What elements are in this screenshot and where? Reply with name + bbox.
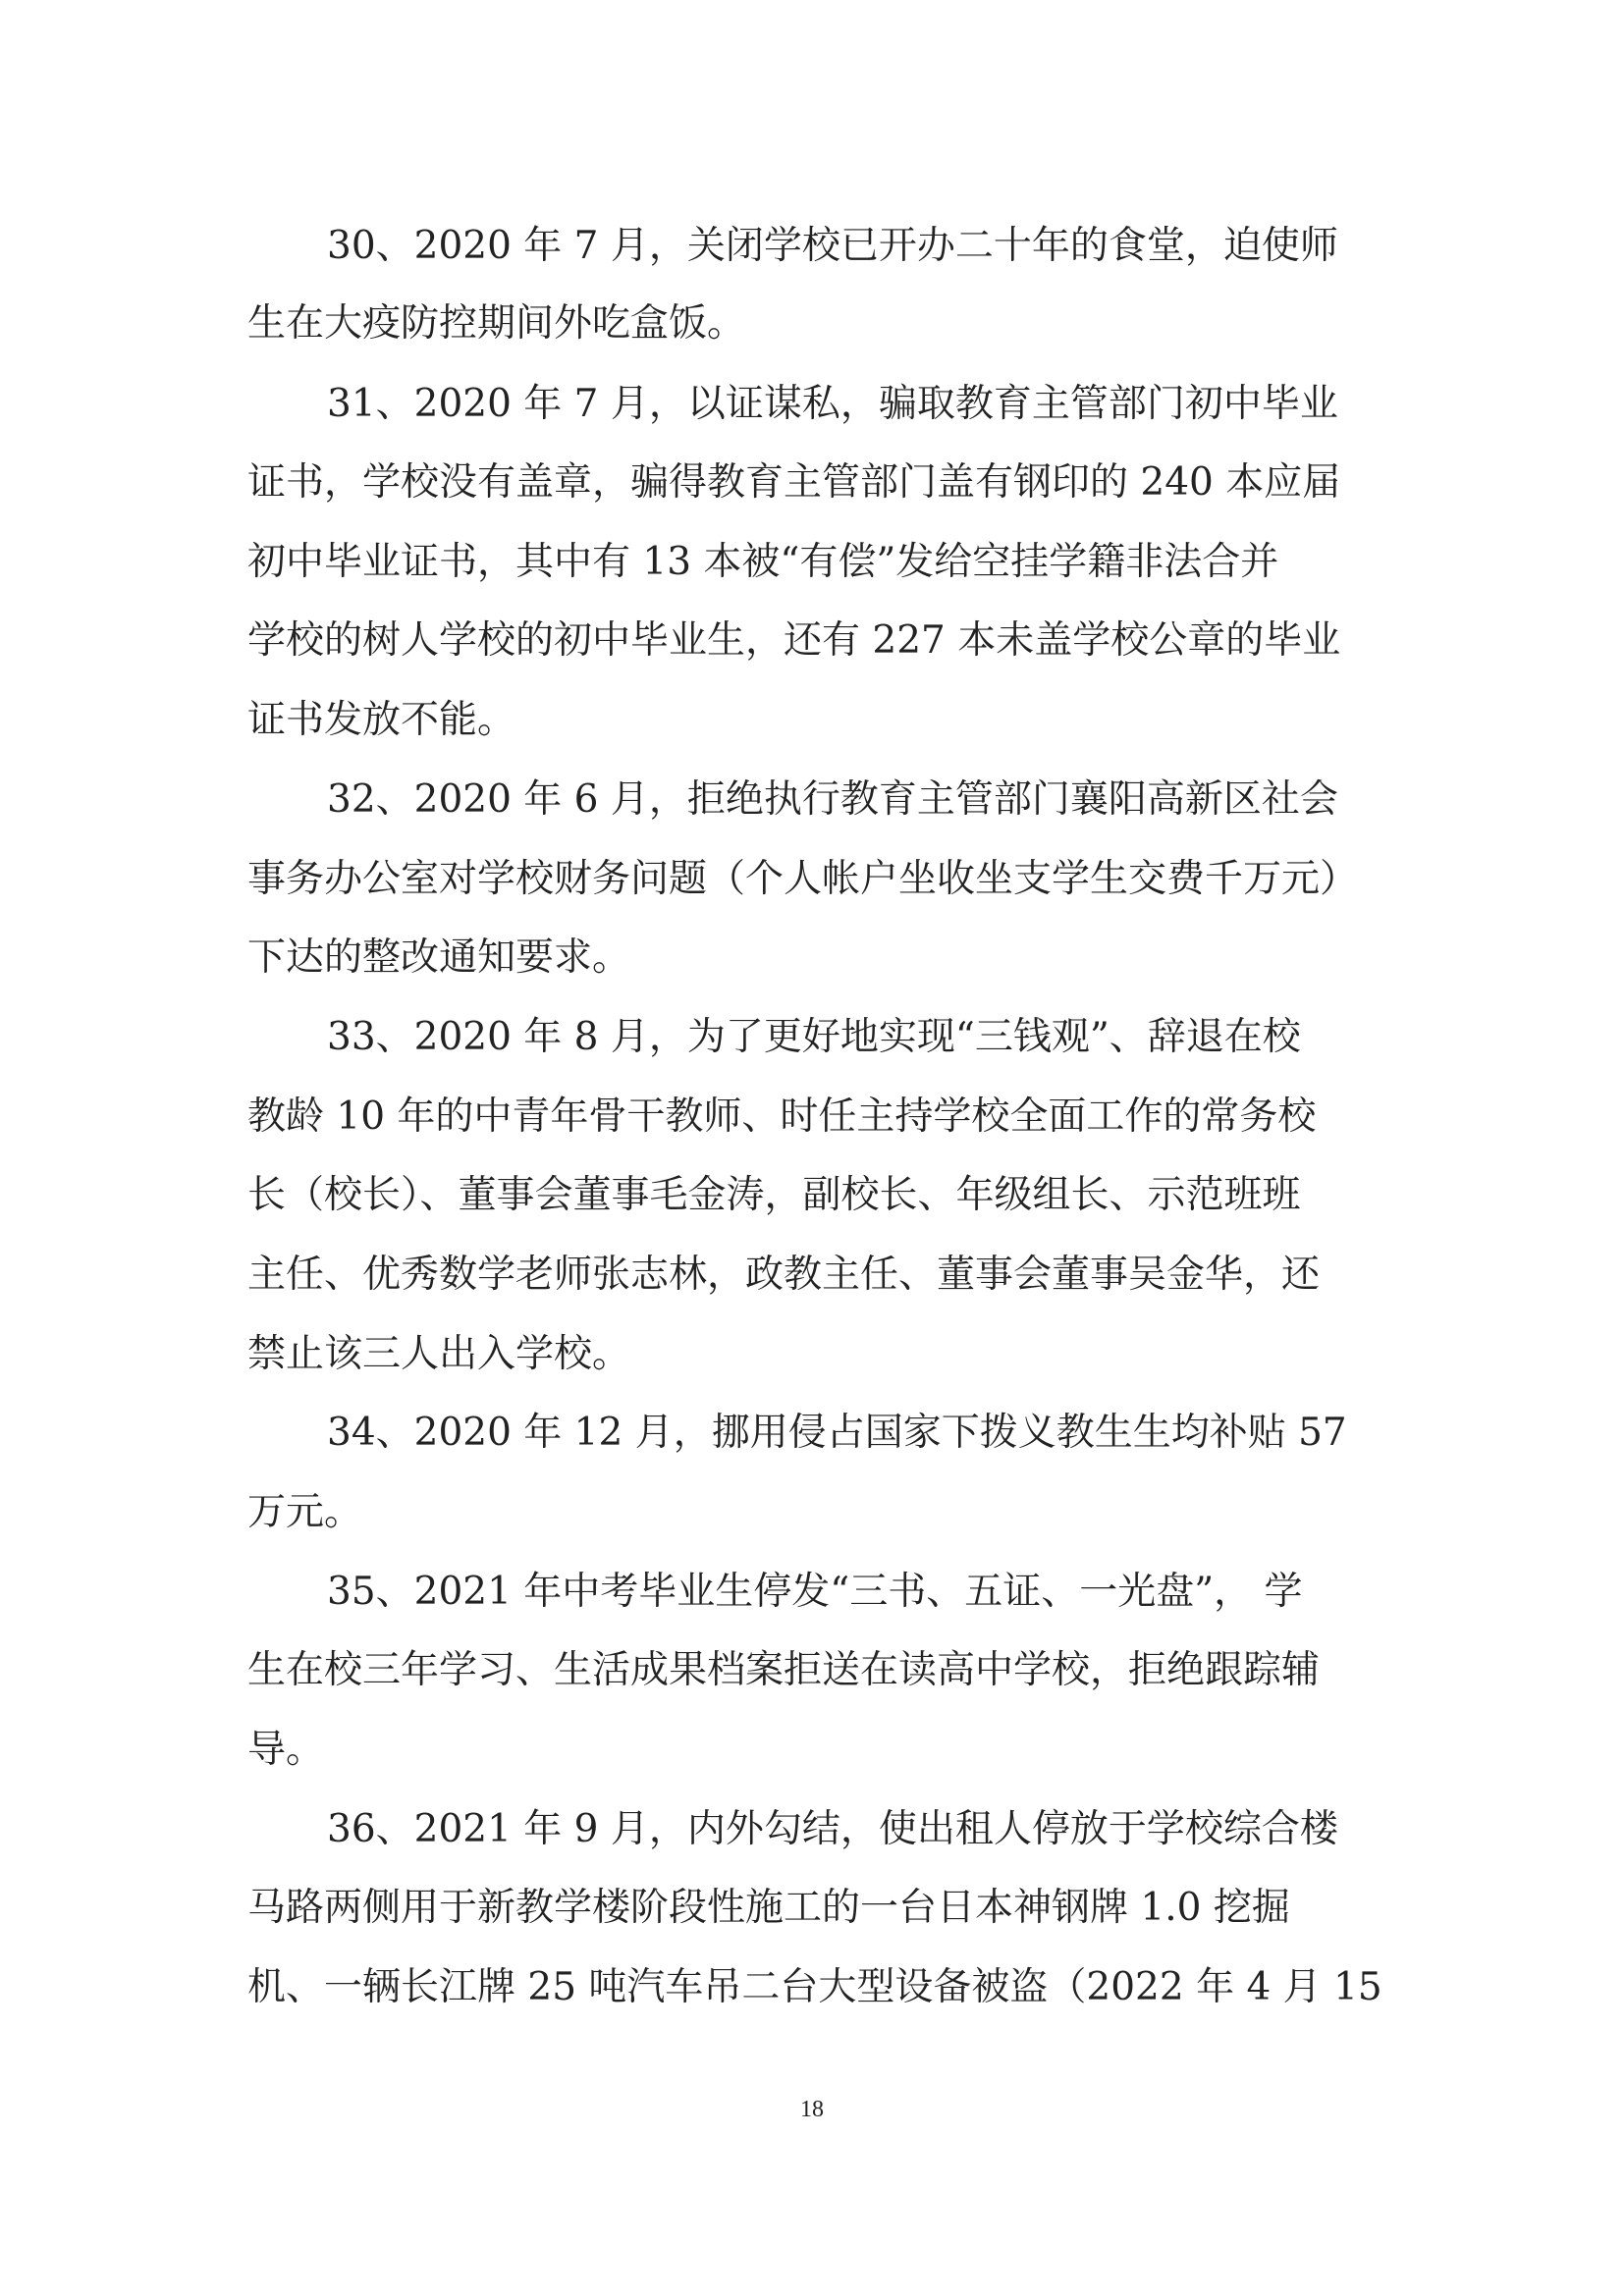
paragraph-line: 长（校长）、董事会董事毛金涛，副校长、年级组长、示范班班 <box>247 1173 1301 1217</box>
paragraph-line: 生在校三年学习、生活成果档案拒送在读高中学校，拒绝跟踪辅 <box>247 1648 1321 1692</box>
paragraph-line: 事务办公室对学校财务问题（个人帐户坐收坐支学生交费千万元） <box>247 857 1359 901</box>
page-number: 18 <box>800 2097 824 2122</box>
paragraph-line: 主任、优秀数学老师张志林，政教主任、董事会董事吴金华，还 <box>247 1253 1321 1297</box>
paragraph-line: 下达的整改通知要求。 <box>247 935 631 980</box>
paragraph-line: 32、2020 年 6 月，拒绝执行教育主管部门襄阳高新区社会 <box>327 777 1338 822</box>
paragraph-line: 万元。 <box>247 1490 363 1534</box>
paragraph-line: 36、2021 年 9 月，内外勾结，使出租人停放于学校综合楼 <box>327 1807 1338 1851</box>
paragraph-line: 证书发放不能。 <box>247 698 516 742</box>
paragraph-line: 教龄 10 年的中青年骨干教师、时任主持学校全面工作的常务校 <box>247 1095 1317 1139</box>
paragraph-line: 生在大疫防控期间外吃盒饭。 <box>247 301 746 346</box>
paragraph-line: 33、2020 年 8 月，为了更好地实现“三钱观”、辞退在校 <box>327 1015 1301 1059</box>
paragraph-line: 证书，学校没有盖章，骗得教育主管部门盖有钢印的 240 本应届 <box>247 460 1341 505</box>
paragraph-line: 35、2021 年中考毕业生停发“三书、五证、一光盘”， 学 <box>327 1570 1303 1614</box>
paragraph-line: 31、2020 年 7 月，以证谋私，骗取教育主管部门初中毕业 <box>327 382 1338 426</box>
paragraph-line: 30、2020 年 7 月，关闭学校已开办二十年的食堂，迫使师 <box>327 224 1338 268</box>
paragraph-line: 34、2020 年 12 月，挪用侵占国家下拨义教生生均补贴 57 <box>327 1411 1347 1455</box>
paragraph-line: 禁止该三人出入学校。 <box>247 1332 631 1376</box>
paragraph-line: 学校的树人学校的初中毕业生，还有 227 本未盖学校公章的毕业 <box>247 618 1341 663</box>
paragraph-line: 导。 <box>247 1728 325 1772</box>
paragraph-line: 马路两侧用于新教学楼阶段性施工的一台日本神钢牌 1.0 挖掘 <box>247 1886 1290 1930</box>
paragraph-line: 机、一辆长江牌 25 吨汽车吊二台大型设备被盗（2022 年 4 月 15 <box>247 1965 1382 2009</box>
paragraph-line: 初中毕业证书，其中有 13 本被“有偿”发给空挂学籍非法合并 <box>247 540 1279 584</box>
